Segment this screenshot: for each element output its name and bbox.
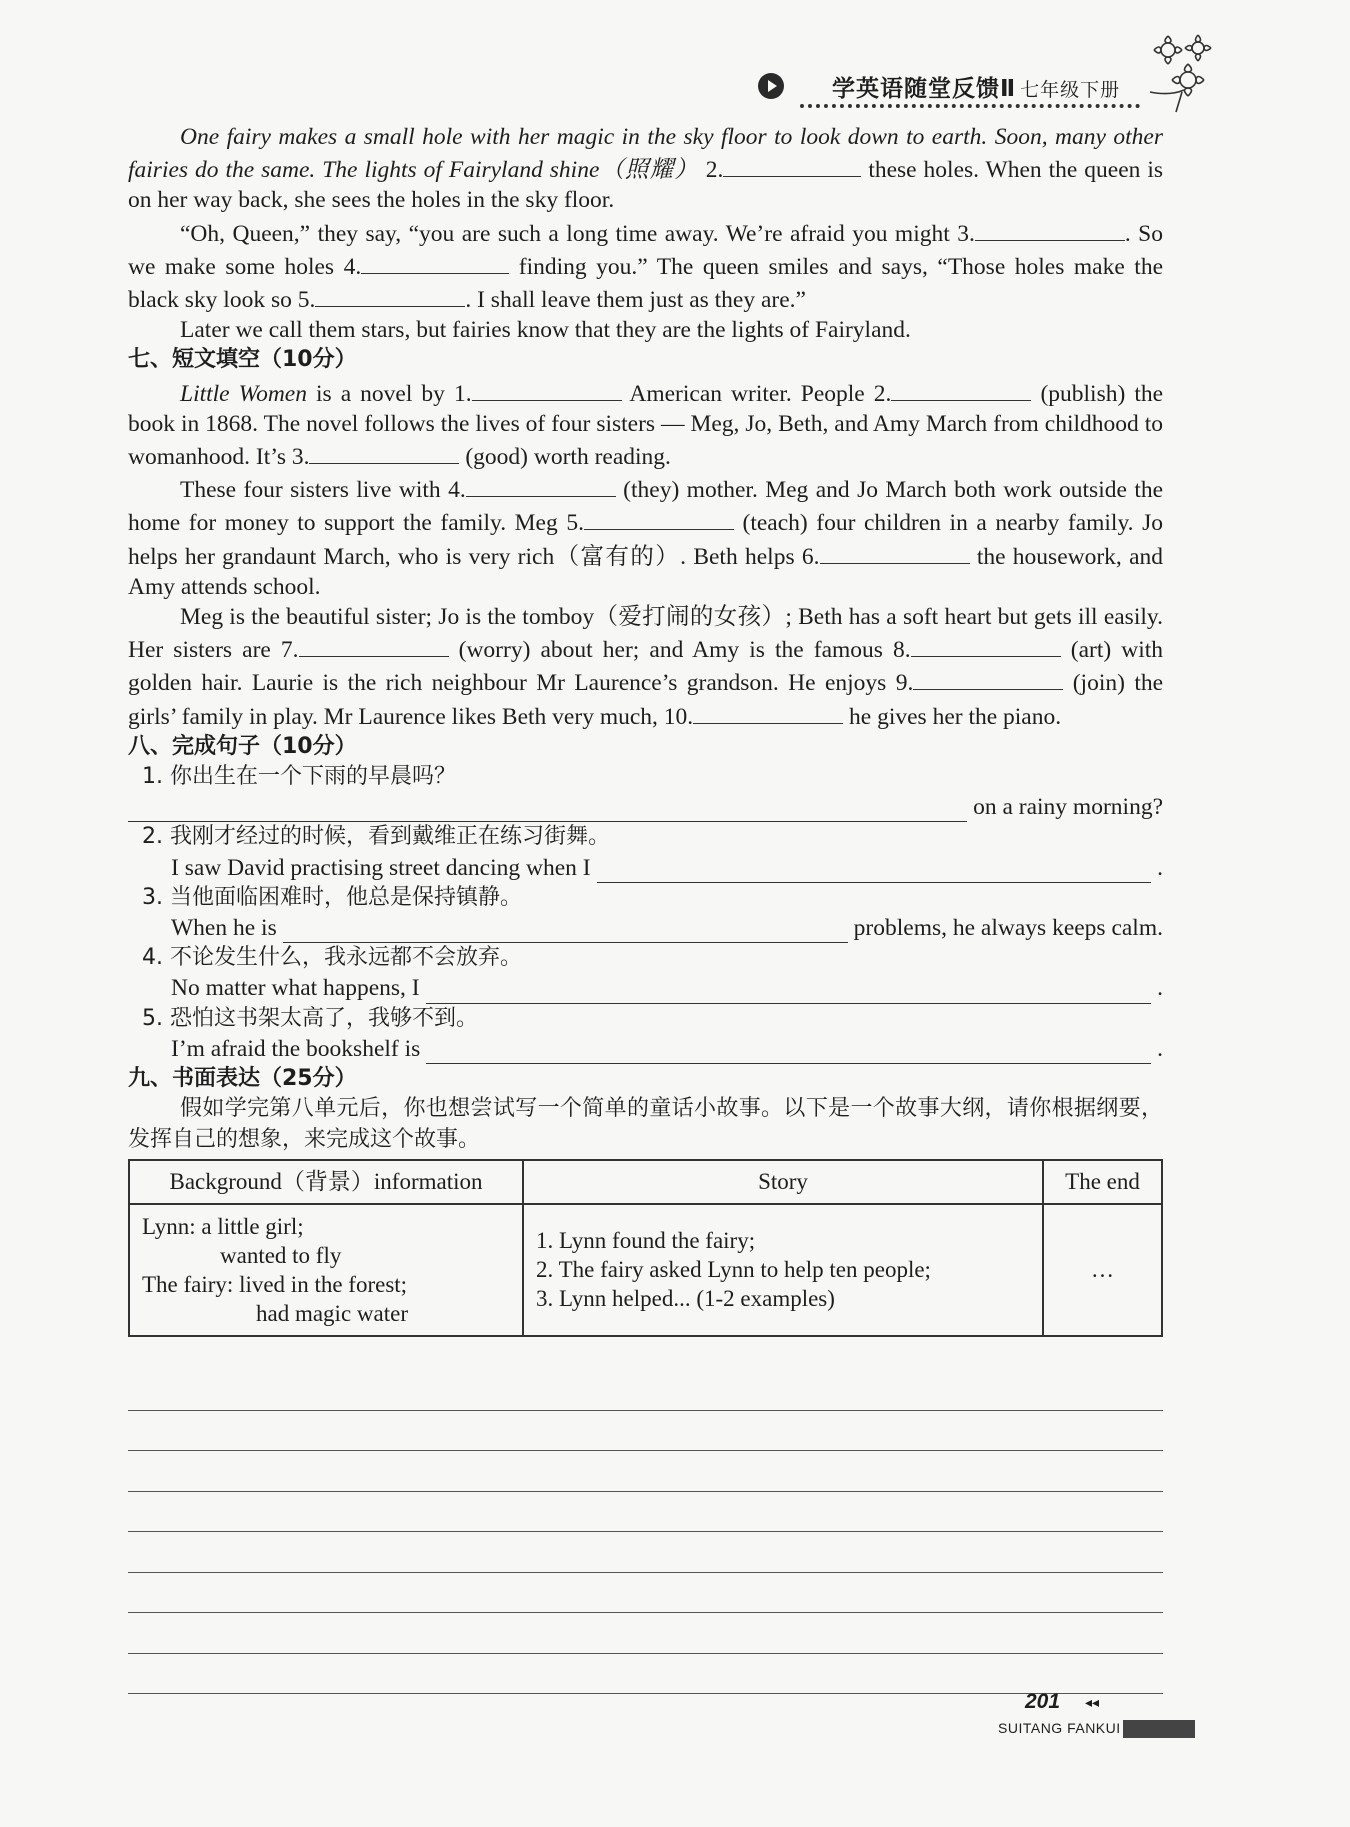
writing-line[interactable] [128,1451,1163,1492]
page-number: 201 [1025,1690,1061,1713]
section-7-paragraph-3: Meg is the beautiful sister; Jo is the tomboy（爱打闹的女孩）; Beth has a soft heart but gets ill easily. Her sisters are 7. (worry) about her; and Amy is the famous 8. (art) with golden hair. Laurie is the rich neighbour Mr Laurence’s grandson. He enjoys 9. (join) the girls’ family in play. Mr Laurence likes Beth very much, 10. he gives her the piano. [128,604,1164,730]
background-line: Lynn: a little girl; [142,1213,304,1239]
writing-line[interactable] [128,1573,1163,1614]
blank-7-10[interactable] [693,699,843,724]
blank-7-4[interactable] [466,472,616,497]
story-line: 3. Lynn helped... (1-2 examples) [536,1286,835,1312]
writing-line[interactable] [128,1411,1163,1452]
background-cell [129,1204,523,1336]
story-cell [523,1204,1043,1336]
answer-line-2[interactable] [597,858,1152,883]
sentence-5-prompt: 5. 恐怕这书架太高了，我够不到。 [142,1005,478,1031]
header-end: The end [1043,1160,1162,1204]
blank-7-7[interactable] [299,632,449,657]
book-title: 学英语随堂反馈Ⅱ 七年级下册 [832,76,1121,102]
sentence-4-prompt: 4. 不论发生什么，我永远都不会放弃。 [142,945,522,971]
blank-7-9[interactable] [913,665,1063,690]
header-background: Background（背景）information [129,1160,523,1204]
story-line: 1. Lynn found the fairy; [536,1228,756,1254]
blank-7-8[interactable] [911,632,1061,657]
page-header [758,60,1158,104]
passage-paragraph-2: “Oh, Queen,” they say, “you are such a long time away. We’re afraid you might 3. . So we make some holes 4. finding you.” The queen smiles and says, “Those holes make the black sky look so 5. . I shall leave them just as they are.” [128,216,1163,316]
sentence-2-prompt: 2. 我刚才经过的时候，看到戴维正在练习街舞。 [142,824,610,850]
blank-7-5[interactable] [584,505,734,530]
writing-line[interactable] [128,1654,1163,1695]
left-arrow-icon: ◂◂ [1085,1696,1100,1711]
sentence-1-prompt: 1. 你出生在一个下雨的早晨吗？ [142,764,456,790]
blank-4[interactable] [361,249,509,274]
writing-line[interactable] [128,1613,1163,1654]
sentence-1-answer: on a rainy morning? [128,792,1163,822]
sentence-3-answer: When he is problems, he always keeps calm. [128,913,1163,943]
blank-7-6[interactable] [820,539,970,564]
section-7-paragraph-1: Little Women is a novel by 1. American writer. People 2. (publish) the book in 1868. The novel follows the lives of four sisters — Meg, Jo, Beth, and Amy March from childhood to womanhood. It’s 3. (good) worth reading. [128,376,1163,473]
writing-area[interactable] [128,1370,1163,1694]
footer-brand: SUITANG FANKUI [998,1720,1195,1738]
blank-7-1[interactable] [472,376,622,401]
play-bullet-icon [758,73,784,99]
blank-2[interactable] [723,152,861,177]
table-row [129,1204,1162,1336]
story-outline-table [128,1159,1163,1337]
answer-line-1[interactable] [128,797,967,822]
section-9-heading: 九、书面表达（25分） [128,1066,357,1092]
flower-decoration-icon [1140,22,1230,122]
section-8-heading: 八、完成句子（10分） [128,733,357,759]
blank-7-3[interactable] [309,439,459,464]
sentence-4-answer: No matter what happens, I . [128,973,1163,1003]
blank-5[interactable] [315,282,465,307]
writing-line[interactable] [128,1532,1163,1573]
section-7-paragraph-2: These four sisters live with 4. (they) mother. Meg and Jo March both work outside the home for money to support the family. Meg 5. (teach) four children in a nearby family. Jo helps her grandaunt March, who is very rich（富有的）. Beth helps 6. the housework, and Amy attends school. [128,472,1163,602]
background-line: had magic water [256,1300,408,1326]
writing-line[interactable] [128,1492,1163,1533]
passage-paragraph-1: One fairy makes a small hole with her magic in the sky floor to look down to earth. Soon, many other fairies do the same. The lights of Fairyland shine（照耀） 2. these holes. When the queen is on her way back, she sees the holes in the sky floor. [128,124,1164,214]
table-header-row [129,1160,1162,1204]
sentence-5-answer: I’m afraid the bookshelf is . [128,1034,1163,1064]
header-story: Story [523,1160,1043,1204]
sentence-2-answer: I saw David practising street dancing when I . [128,853,1163,883]
answer-line-4[interactable] [426,979,1151,1004]
background-line: wanted to fly [220,1242,342,1268]
blank-7-2[interactable] [891,376,1031,401]
story-line: 2. The fairy asked Lynn to help ten people; [536,1257,931,1283]
sentence-3-prompt: 3. 当他面临困难时，他总是保持镇静。 [142,884,522,910]
answer-line-3[interactable] [283,918,848,943]
blank-3[interactable] [975,216,1125,241]
section-7-heading: 七、短文填空（10分） [128,347,357,373]
answer-line-5[interactable] [426,1039,1151,1064]
background-line: The fairy: lived in the forest; [142,1271,408,1297]
writing-prompt: 假如学完第八单元后，你也想尝试写一个简单的童话小故事。以下是一个故事大纲，请你根据纲要，发挥自己的想象，来完成这个故事。 [128,1096,1163,1152]
writing-line[interactable] [128,1370,1163,1411]
passage-paragraph-3: Later we call them stars, but fairies know that they are the lights of Fairyland. [180,317,911,344]
header-dotted-rule [800,104,1140,108]
end-cell: … [1043,1204,1162,1336]
